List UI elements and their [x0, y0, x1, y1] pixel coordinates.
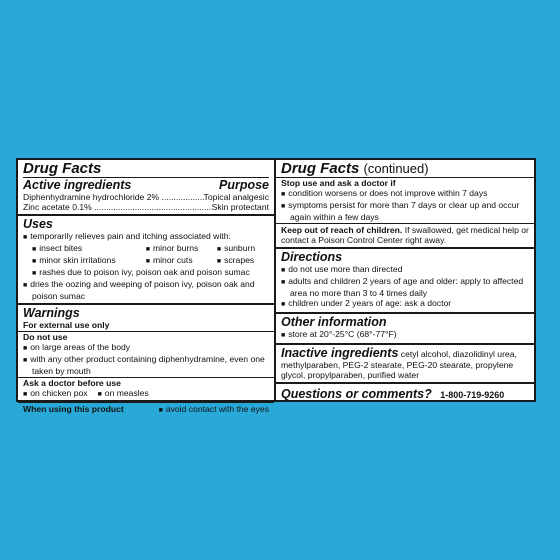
drug-facts-label	[16, 158, 536, 414]
uses-heading: Uses	[23, 217, 53, 231]
purpose-heading: Purpose	[218, 178, 269, 192]
ingredient-row	[23, 202, 269, 212]
do-not-use-heading: Do not use	[23, 332, 68, 342]
warning-item: ■ on measles	[98, 388, 149, 400]
ingredient-name: Zinc acetate 0.1% .....	[23, 202, 212, 212]
use-item: ■ rashes due to poison ivy, poison oak and poison sumac	[32, 267, 269, 279]
uses-intro: ■ temporarily relieves pain and itching associated with:	[23, 231, 269, 243]
stop-use-item: ■ condition worsens or does not improve within 7 days	[281, 188, 529, 200]
other-information-section	[276, 314, 534, 345]
other-information-heading: Other information	[281, 315, 387, 329]
direction-item: ■ children under 2 years of age: ask a doctor	[281, 298, 529, 310]
keep-out-of-reach	[276, 223, 534, 245]
keep-out-text: If swallowed, get medical help or contact a Poison Control Center right away.	[281, 225, 529, 245]
directions-section	[276, 249, 534, 314]
keep-out-bold: Keep out of reach of children.	[281, 225, 403, 235]
uses-grid	[23, 243, 269, 267]
stop-use-item: ■ symptoms persist for more than 7 days or clear up and occur again within a few days	[281, 200, 529, 222]
ingredient-purpose: Skin protectant	[211, 202, 269, 212]
external-use-note: For external use only	[23, 320, 110, 330]
inactive-ingredients-section	[276, 345, 534, 384]
warning-item: ■ on chicken pox	[23, 388, 88, 400]
inactive-ingredients-heading: Inactive ingredients	[281, 346, 399, 360]
questions-section	[276, 384, 534, 405]
stop-use-section	[276, 160, 534, 249]
ask-doctor-list	[23, 388, 269, 400]
use-item: ■ minor cuts	[146, 255, 217, 267]
ingredient-name: Diphenhydramine hydrochloride 2% .....	[23, 192, 204, 202]
warnings-section	[18, 305, 274, 418]
questions-heading: Questions or comments?	[281, 387, 432, 401]
use-item: ■ insect bites	[32, 243, 146, 255]
left-column	[18, 160, 276, 414]
warning-item: ■ avoid contact with the eyes	[159, 404, 269, 416]
continued-label: (continued)	[363, 161, 429, 176]
uses-section	[18, 216, 274, 305]
inactive-ingredients-text: cetyl alcohol, diazolidinyl urea, methylparaben, PEG-2 stearate, PEG-20 stearate, propylene glycol, propylparaben, purified water	[281, 349, 517, 380]
right-column	[276, 160, 534, 400]
active-ingredients-heading: Active ingredients	[23, 178, 132, 192]
use-item: ■ scrapes	[217, 255, 269, 267]
use-item: ■ dries the oozing and weeping of poison ivy, poison oak and poison sumac	[23, 279, 269, 301]
directions-heading: Directions	[281, 250, 343, 264]
other-information-item: ■ store at 20°-25°C (68°-77°F)	[281, 329, 529, 341]
phone-number: 1-800-719-9260	[440, 390, 505, 400]
use-item: ■ sunburn	[217, 243, 269, 255]
when-using-heading: When using this product	[23, 404, 124, 414]
drug-facts-continued-title: Drug Facts	[281, 160, 360, 177]
warnings-heading: Warnings	[23, 306, 80, 320]
stop-use-heading: Stop use and ask a doctor if	[281, 178, 396, 188]
ingredient-row	[23, 192, 269, 202]
use-item: ■ minor skin irritations	[32, 255, 146, 267]
active-ingredients-section	[18, 160, 274, 216]
ask-doctor-heading: Ask a doctor before use	[23, 378, 121, 388]
direction-item: ■ do not use more than directed	[281, 264, 529, 276]
warning-item: ■ with any other product containing diphenhydramine, even one taken by mouth	[23, 354, 269, 376]
drug-facts-title: Drug Facts	[23, 160, 102, 177]
ingredient-purpose: Topical analgesic	[203, 192, 269, 202]
warning-item: ■ on large areas of the body	[23, 342, 269, 354]
direction-item: ■ adults and children 2 years of age and older: apply to affected area no more than 3 to 4 times daily	[281, 276, 529, 298]
use-item: ■ minor burns	[146, 243, 217, 255]
